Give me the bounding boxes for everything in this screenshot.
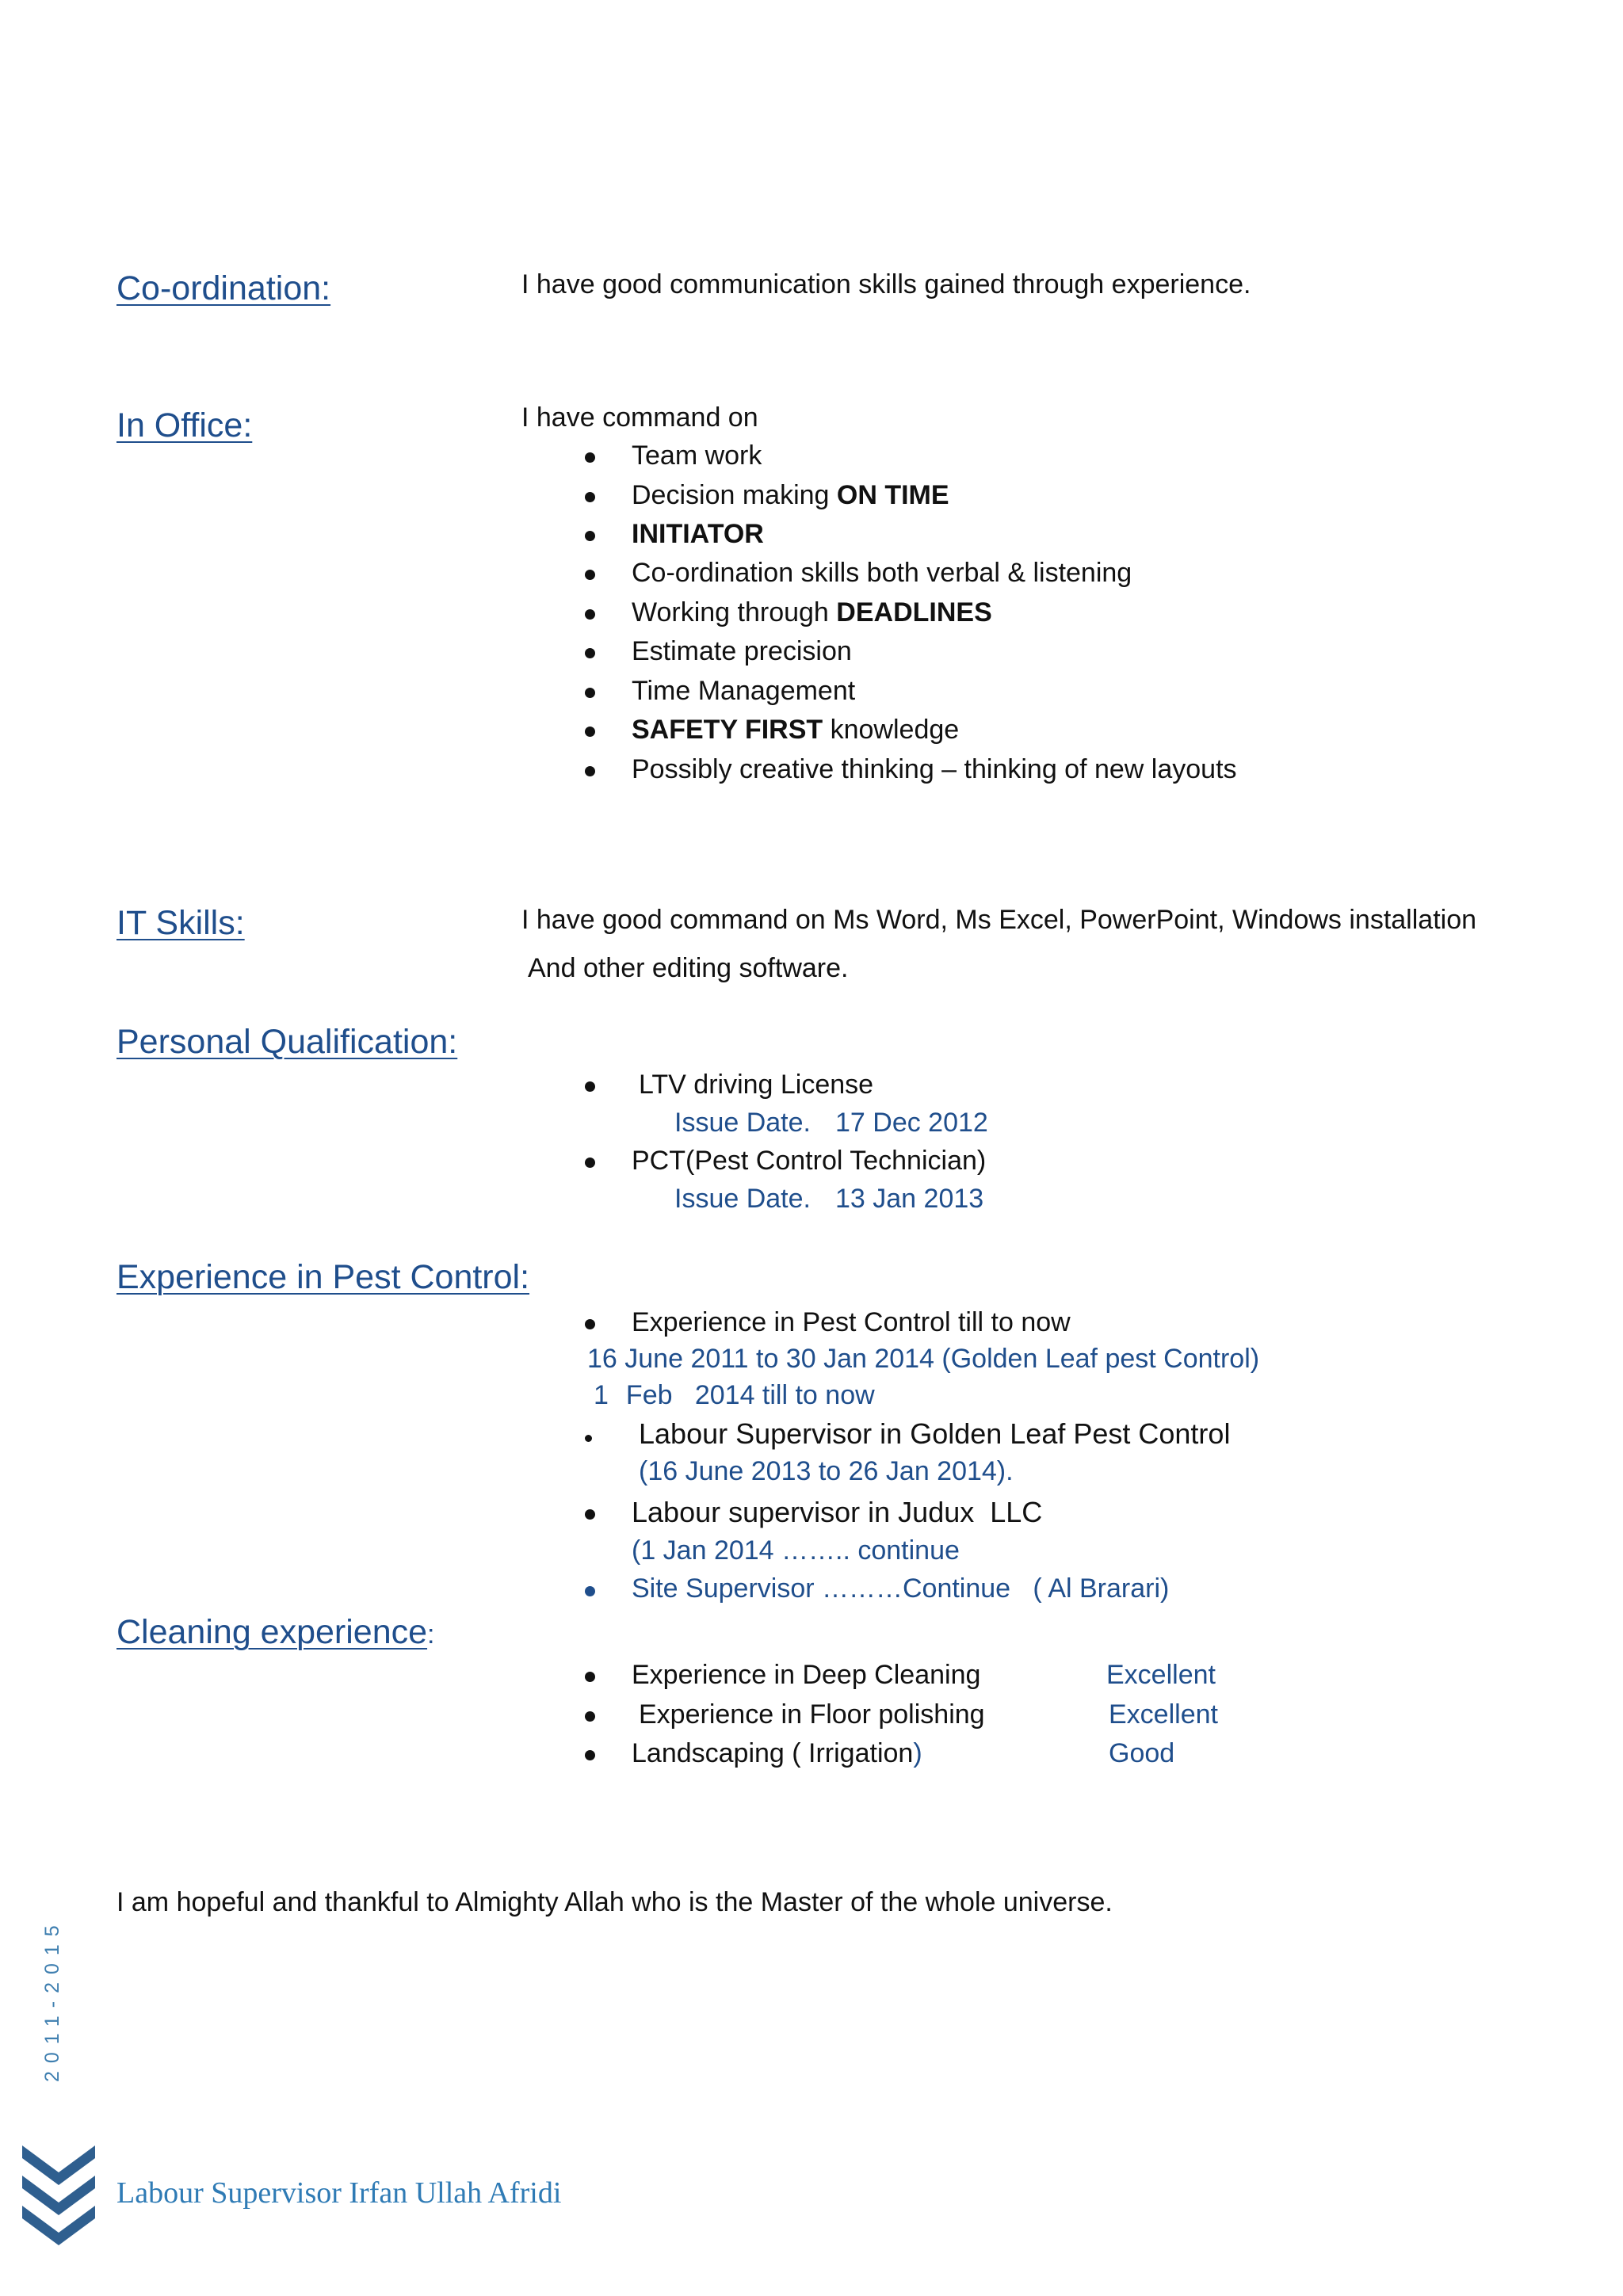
qualification-issue-date: 13 Jan 2013 [835, 1184, 984, 1214]
office-skill-item: Time Management [632, 676, 856, 706]
bullet-icon [585, 492, 595, 502]
pest-control-period: (1 Jan 2014 …….. continue [632, 1535, 960, 1566]
it-skills-heading: IT Skills: [116, 904, 245, 942]
closing-statement: I am hopeful and thankful to Almighty Allah who is the Master of the whole universe. [116, 1887, 1113, 1917]
footer-years: 2011-2015 [41, 1917, 63, 2082]
bullet-icon [585, 531, 595, 541]
bullet-icon [585, 688, 595, 698]
bullet-icon [585, 609, 595, 620]
bullet-icon [585, 648, 595, 658]
bullet-icon [585, 1711, 595, 1722]
pest-control-item: Labour Supervisor in Golden Leaf Pest Control [639, 1417, 1231, 1450]
office-skill-item: Working through DEADLINES [632, 597, 992, 627]
cleaning-item-label: Landscaping ( Irrigation) [632, 1738, 922, 1768]
footer-name: Labour Supervisor Irfan Ullah Afridi [116, 2176, 562, 2210]
office-skill-item: INITIATOR [632, 519, 764, 549]
qualification-issue-date: 17 Dec 2012 [835, 1108, 988, 1138]
bullet-icon [585, 1586, 595, 1596]
chevron-stack-icon [22, 2145, 95, 2245]
bullet-icon [585, 727, 595, 737]
bullet-icon [585, 1081, 595, 1092]
pest-control-period: (16 June 2013 to 26 Jan 2014). [639, 1456, 1014, 1486]
office-skill-item: Possibly creative thinking – thinking of new layouts [632, 754, 1237, 784]
bullet-icon [585, 570, 595, 580]
pest-control-period: 16 June 2011 to 30 Jan 2014 (Golden Leaf pest Control) [587, 1344, 1260, 1374]
bullet-icon [585, 1750, 595, 1760]
office-skill-item: SAFETY FIRST knowledge [632, 715, 960, 745]
cleaning-item-rating: Excellent [1106, 1660, 1216, 1690]
coordination-text: I have good communication skills gained through experience. [521, 269, 1251, 299]
qualification-title: LTV driving License [639, 1070, 874, 1100]
pest-control-item: Experience in Pest Control till to now [632, 1307, 1071, 1337]
qualification-issue-label: Issue Date. [674, 1108, 811, 1138]
it-skills-line-1: I have good command on Ms Word, Ms Excel, PowerPoint, Windows installation [521, 905, 1477, 935]
office-skill-item: Team work [632, 441, 762, 471]
qualification-issue-label: Issue Date. [674, 1184, 811, 1214]
it-skills-line-2: And other editing software. [528, 953, 849, 983]
pest-control-period: 1 Feb 2014 till to now [594, 1380, 875, 1410]
cleaning-item-label: Experience in Deep Cleaning [632, 1660, 981, 1690]
office-skill-item: Decision making ON TIME [632, 480, 949, 510]
qualification-heading: Personal Qualification: [116, 1023, 458, 1061]
bullet-icon [585, 1435, 592, 1442]
qualification-title: PCT(Pest Control Technician) [632, 1146, 987, 1176]
cleaning-heading: Cleaning experience: [116, 1613, 435, 1651]
bullet-icon [585, 1509, 595, 1520]
cleaning-item-label: Experience in Floor polishing [639, 1699, 985, 1730]
office-heading: In Office: [116, 406, 253, 444]
office-skill-item: Estimate precision [632, 636, 852, 666]
bullet-icon [585, 1158, 595, 1168]
pest-control-item: Site Supervisor ………Continue ( Al Brarari) [632, 1573, 1170, 1604]
cleaning-item-rating: Excellent [1109, 1699, 1218, 1730]
cleaning-item-rating: Good [1109, 1738, 1175, 1768]
coordination-heading: Co-ordination: [116, 269, 331, 307]
bullet-icon [585, 1672, 595, 1682]
office-intro: I have command on [521, 402, 758, 433]
bullet-icon [585, 1319, 595, 1329]
pest-control-item: Labour supervisor in Judux LLC [632, 1496, 1043, 1528]
bullet-icon [585, 766, 595, 776]
office-skill-item: Co-ordination skills both verbal & listening [632, 558, 1132, 588]
bullet-icon [585, 452, 595, 463]
pest-control-heading: Experience in Pest Control: [116, 1258, 530, 1296]
